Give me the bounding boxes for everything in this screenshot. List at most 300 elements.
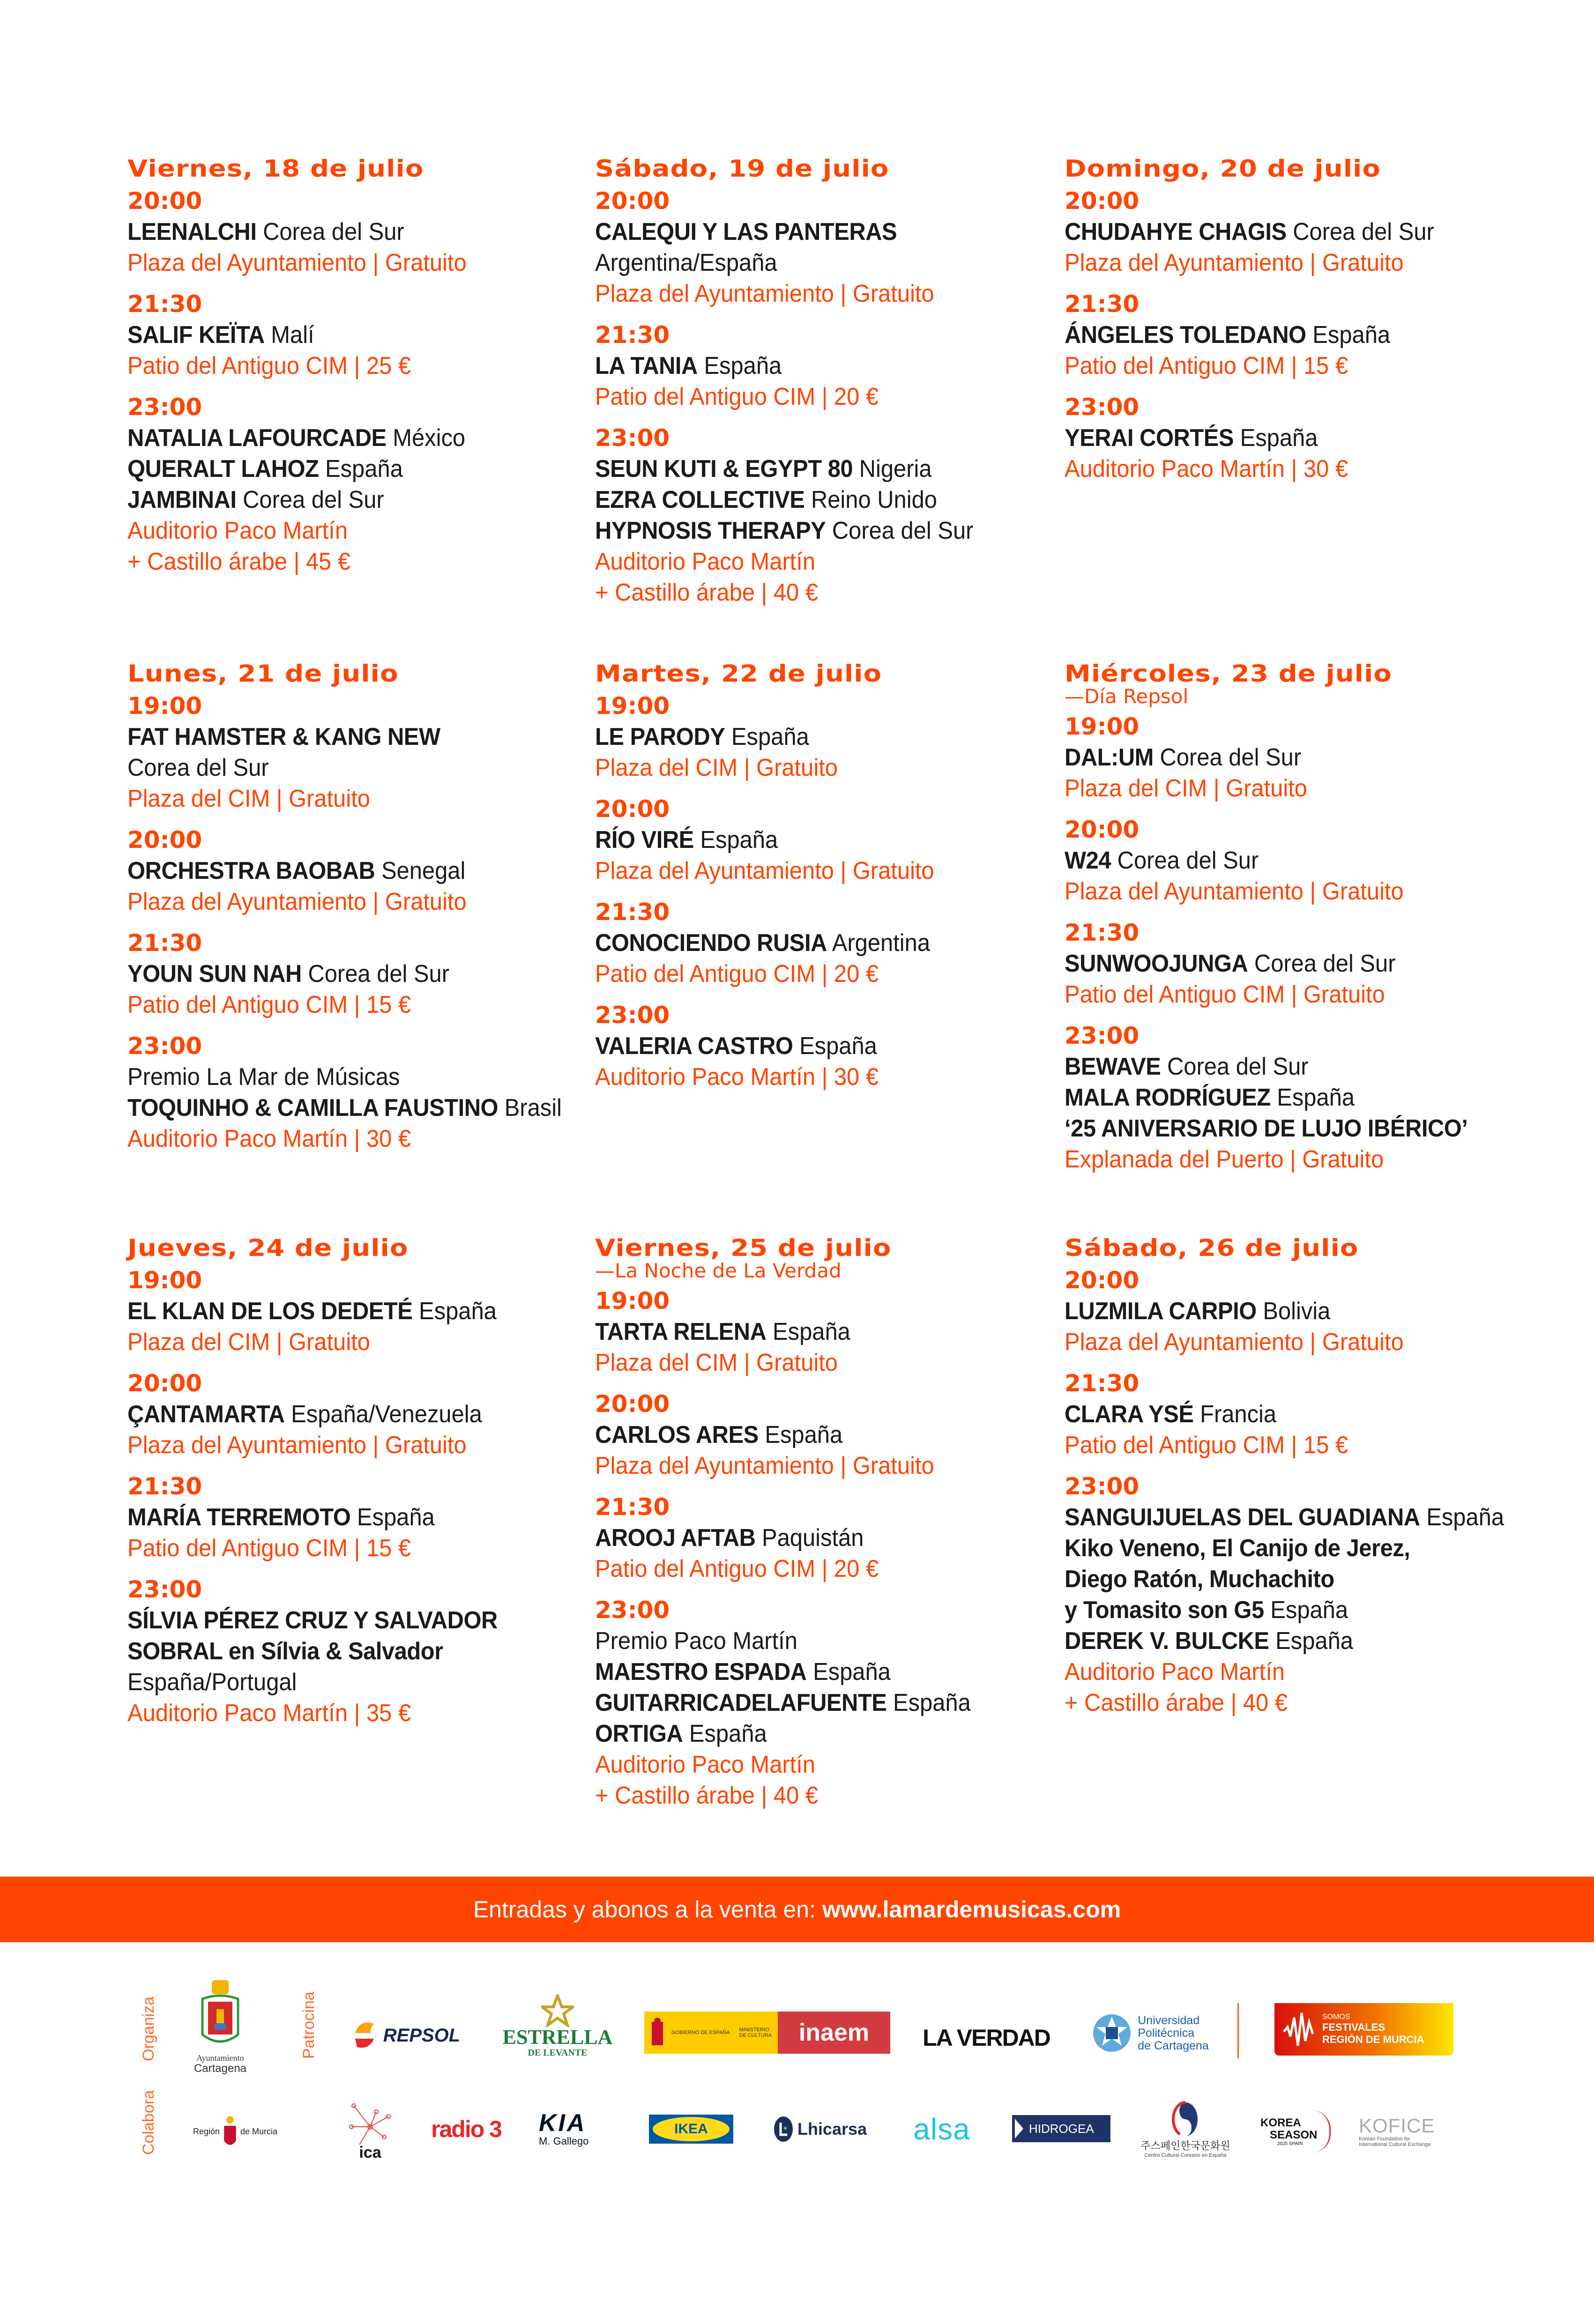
performer-line [127,855,550,886]
artist-country: Corea del Sur [263,218,404,245]
event-list [1065,186,1514,484]
artist-name: RÍO VIRÉ [595,826,694,854]
performer-line [595,928,1018,958]
performer-line [1065,1502,1505,1533]
logo-radio3 [422,2113,511,2146]
performer-line [1065,1296,1487,1327]
event [127,289,577,381]
event-list [595,691,1045,1092]
day-martes-22 [595,660,1045,1103]
day-title: Lunes, 21 de julio [127,660,399,687]
artist-country: Argentina/España [595,249,777,276]
day-miercoles-23 [1065,660,1514,1185]
event [1065,1471,1514,1718]
korea-symbol-icon [1171,2101,1199,2138]
artist-name: ÁNGELES TOLEDANO [1065,321,1306,349]
artist-name: CALEQUI Y LAS PANTERAS [595,218,897,245]
event-time: 20:00 [595,1390,670,1418]
artist-country: España [773,1318,850,1345]
performer-line [595,824,1018,855]
artist-name: QUERALT LAHOZ [127,455,319,483]
artist-name: LA TANIA [595,352,698,379]
artist-name: DAL:UM [1065,744,1154,771]
korean-center-name: 주스페인한국문화원 [1140,2139,1230,2152]
event [595,691,1045,783]
venue-price: Auditorio Paco Martín | 30 € [127,1125,411,1152]
spain-coat-icon [649,2016,666,2049]
performer-line [1065,742,1487,773]
event [127,1031,577,1154]
performer-line [1065,1051,1487,1082]
korea-text: KOREA [1260,2116,1301,2129]
venue-price: Plaza del Ayuntamiento | Gratuito [595,857,934,884]
event-list [127,691,577,1154]
event [595,1000,1045,1092]
event [127,1471,577,1564]
event [127,928,577,1020]
event [127,1265,577,1358]
korean-center-sub: Centro Cultural Coreano en España [1144,2152,1227,2158]
cartagena-name: Cartagena [194,2062,247,2075]
kia-name: KIA [539,2109,587,2137]
performer-line [595,453,1018,484]
venue-price: Auditorio Paco Martín | 30 € [595,1063,879,1091]
artist-country: España [357,1504,435,1531]
estrella-sub: DE LEVANTE [528,2047,588,2058]
event-time: 20:00 [1065,1267,1140,1294]
venue-price: Patio del Antiguo CIM | 15 € [127,1535,411,1562]
gobierno-espana: GOBIERNO DE ESPAÑA [671,2030,730,2035]
performer-line [595,1687,1018,1718]
venue-price: Plaza del CIM | Gratuito [1065,775,1307,802]
event-time: 19:00 [595,692,670,720]
event [127,691,577,814]
artist-name: EZRA COLLECTIVE [595,486,805,513]
performer-line [1065,1113,1487,1144]
event [595,319,1045,412]
website-link[interactable]: www.lamardemusicas.com [822,1896,1121,1923]
logo-ica [337,2096,403,2167]
artist-name: CHUDAHYE CHAGIS [1065,218,1287,245]
logo-festivales-murcia [1274,2003,1453,2056]
repsol-flame-icon [350,2019,379,2052]
performer-line [595,1316,1018,1347]
event-time: 21:30 [127,929,202,957]
mgallego-name: M. Gallego [539,2135,589,2147]
logo-ayuntamiento-cartagena [185,1976,255,2077]
performer-line [595,1656,1018,1687]
event [127,186,577,278]
artist-name: SANGUIJUELAS DEL GUADIANA [1065,1504,1420,1531]
sponsor-divider [1237,2003,1239,2058]
event-list [1065,711,1514,1175]
artist-country: España [704,352,782,379]
venue-price: Patio del Antiguo CIM | 15 € [1065,1432,1348,1459]
artist-country: Francia [1200,1401,1277,1428]
performer-line [127,484,550,515]
event [595,794,1045,886]
day-subtitle: —La Noche de La Verdad [595,1259,842,1282]
artist-name: SALIF KEÏTA [127,321,265,349]
lhicarsa-icon [773,2116,794,2142]
day-title: Viernes, 18 de julio [127,155,424,182]
day-title: Jueves, 24 de julio [127,1234,409,1262]
artist-country: España [1275,1627,1353,1655]
venue-price: Plaza del Ayuntamiento | Gratuito [595,280,934,307]
venue-price: Plaza del CIM | Gratuito [127,785,370,812]
upct-line3: de Cartagena [1138,2039,1209,2052]
day-title: Sábado, 19 de julio [595,155,889,182]
performer-line [127,752,550,783]
event-time: 23:00 [1065,1022,1140,1049]
ayuntamiento-name: Ayuntamiento [196,2053,244,2063]
artist-country: España [1426,1504,1505,1531]
event-time: 23:00 [1065,394,1140,421]
venue-price: Plaza del CIM | Gratuito [127,1329,370,1356]
event-list [595,1285,1045,1811]
event-time: 20:00 [127,826,202,854]
artist-country: España [419,1298,497,1325]
event-list [595,186,1045,608]
performer-line [1065,1533,1487,1564]
artist-country: España [893,1689,971,1716]
event-list [1065,1265,1514,1718]
artist-name: SOBRAL en Sílvia & Salvador [127,1638,443,1665]
day-title: Domingo, 20 de julio [1065,155,1381,182]
event-time: 23:00 [127,394,202,421]
artist-name: LEENALCHI [127,218,257,245]
artist-country: Corea del Sur [1254,950,1396,977]
event [1065,917,1514,1010]
artist-name: DEREK V. BULCKE [1065,1627,1269,1655]
event-time: 21:30 [1065,1370,1140,1397]
performer-line [595,1626,1018,1656]
ikea-name: IKEA [674,2121,708,2137]
event [127,392,577,577]
event-list [127,1265,577,1729]
event-time: 19:00 [127,1267,202,1294]
event [1065,814,1514,907]
venue-price: Plaza del Ayuntamiento | Gratuito [127,888,467,915]
repsol-name: REPSOL [383,2025,461,2046]
artist-name: LUZMILA CARPIO [1065,1298,1257,1325]
performer-line [127,1605,550,1636]
logo-centro-cultural-coreano [1132,2094,1239,2164]
performer-line [127,958,550,989]
star-icon [541,1994,574,2027]
artist-country: Reino Unido [811,486,937,513]
event-time: 19:00 [127,692,202,720]
somos-text: SOMOS [1322,2013,1350,2021]
event [1065,289,1514,381]
event-time: 20:00 [127,1370,202,1397]
event [595,186,1045,309]
artist-name: SÍLVIA PÉREZ CRUZ Y SALVADOR [127,1607,498,1634]
day-title: Viernes, 25 de julio [595,1234,892,1262]
artist-name: YERAI CORTÉS [1065,424,1234,452]
performer-line [127,423,550,453]
season-text: SEASON [1270,2128,1318,2141]
estrella-name: ESTRELLA [502,2025,613,2049]
artist-country: Premio Paco Martín [595,1627,797,1655]
venue-price: + Castillo árabe | 40 € [595,1782,818,1809]
logo-kia-mgallego [539,2106,623,2153]
day-domingo-20 [1065,155,1514,495]
event-time: 23:00 [127,1576,202,1603]
artist-country: España [1240,424,1318,452]
upct-line2: Politécnica [1138,2026,1195,2040]
tickets-banner [0,1877,1594,1942]
artist-country: España [731,723,809,750]
artist-name: CLARA YSÉ [1065,1401,1194,1428]
la-verdad-name: LA VERDAD [923,2025,1050,2051]
event-time: 21:30 [127,290,202,318]
event [595,1492,1045,1584]
day-viernes-18 [127,155,577,587]
event-time: 21:30 [595,1493,670,1521]
event [1065,1368,1514,1461]
event [127,824,577,917]
colabora-label: Colabora [140,2090,157,2155]
venue-price: + Castillo árabe | 40 € [1065,1689,1288,1716]
performer-line [127,1296,550,1327]
event [595,1388,1045,1481]
artist-name: y Tomasito son G5 [1065,1596,1264,1624]
event [1065,186,1514,278]
venue-price: Patio del Antiguo CIM | 20 € [595,1555,879,1582]
day-title: Miércoles, 23 de julio [1065,660,1393,687]
region-text: Región [193,2126,220,2136]
event [127,1368,577,1461]
artist-country: Argentina [832,929,931,957]
artist-country: España [765,1421,843,1448]
performer-line [1065,948,1487,979]
kofice-sub1: Korean Foundation for [1359,2136,1410,2142]
performer-line [595,515,1018,546]
artist-name: LE PARODY [595,723,725,750]
venue-price: Explanada del Puerto | Gratuito [1065,1146,1384,1173]
artist-name: TARTA RELENA [595,1318,767,1345]
artist-country: España [700,826,778,854]
artist-name: SUNWOOJUNGA [1065,950,1248,977]
artist-country: Corea del Sur [127,754,269,781]
event-list [127,186,577,577]
logo-ikea [649,2115,733,2144]
event [595,1595,1045,1811]
venue-price: Plaza del Ayuntamiento | Gratuito [127,1432,467,1459]
artist-country: Corea del Sur [243,486,384,513]
venue-price: + Castillo árabe | 40 € [595,579,818,606]
artist-name: NATALIA LAFOURCADE [127,424,387,452]
artist-country: España [813,1658,891,1685]
performer-line [595,1718,1018,1749]
performer-line [595,1031,1018,1062]
performer-line [1065,1399,1487,1430]
artist-country: Corea del Sur [1160,744,1302,771]
upct-seal-icon [1092,2013,1132,2053]
banner-text: Entradas y abonos a la venta en: [473,1896,816,1923]
performer-line [595,1522,1018,1553]
artist-country: España/Venezuela [291,1401,482,1428]
performer-line [1065,216,1487,247]
artist-name: CARLOS ARES [595,1421,759,1448]
event-time: 19:00 [1065,713,1140,740]
logo-kofice [1359,2110,1452,2153]
event-time: 23:00 [1065,1473,1140,1500]
event-time: 20:00 [1065,816,1140,843]
performer-line [1065,1595,1487,1626]
venue-price: Patio del Antiguo CIM | Gratuito [1065,981,1385,1008]
artist-country: Brasil [504,1094,562,1121]
artist-country: España [1270,1596,1348,1624]
performer-line [1065,1626,1487,1656]
day-lunes-21 [127,660,577,1165]
kofice-sub2: International Cultural Exchange [1359,2142,1431,2147]
event [1065,1265,1514,1358]
event-time: 23:00 [595,424,670,452]
artist-country: Nigeria [859,455,932,483]
artist-country: Paquistán [761,1524,864,1552]
performer-line [1065,1564,1487,1595]
performer-line [127,1502,550,1533]
venue-price: Auditorio Paco Martín [1065,1658,1285,1685]
venue-price: Plaza del CIM | Gratuito [595,754,838,781]
season-year: 2025 SPAIN [1277,2141,1303,2146]
event-time: 20:00 [1065,187,1140,215]
artist-name: VALERIA CASTRO [595,1032,793,1060]
venue-price: Patio del Antiguo CIM | 15 € [1065,352,1348,379]
venue-price: Patio del Antiguo CIM | 15 € [127,991,411,1018]
venue-price: Plaza del Ayuntamiento | Gratuito [1065,249,1404,276]
event [595,1285,1045,1378]
performer-line [127,1092,562,1123]
performer-line [127,1636,550,1667]
event-time: 21:30 [595,898,670,926]
artist-name: AROOJ AFTAB [595,1524,756,1552]
artist-name: ORTIGA [595,1720,683,1747]
artist-country: Corea del Sur [1167,1053,1309,1080]
murcia-shield-icon [223,2110,238,2153]
artist-name: TOQUINHO & CAMILLA FAUSTINO [127,1094,499,1121]
venue-price: + Castillo árabe | 45 € [127,548,350,575]
artist-name: Diego Ratón, Muchachito [1065,1566,1334,1593]
inaem-name: inaem [798,2019,870,2046]
artist-name: JAMBINAI [127,486,237,513]
artist-name: HYPNOSIS THERAPY [595,517,826,544]
hidrogea-name: HIDROGEA [1029,2121,1094,2136]
logo-upct [1080,2010,1221,2057]
logo-estrella-levante [497,1991,618,2061]
venue-price: Patio del Antiguo CIM | 20 € [595,960,879,988]
artist-country: Corea del Sur [1293,218,1434,245]
artist-name: BEWAVE [1065,1053,1161,1080]
event-time: 20:00 [127,187,202,215]
artist-country: Corea del Sur [308,960,450,988]
coat-of-arms-icon [192,1978,248,2053]
venue-price: Auditorio Paco Martín [595,548,816,575]
venue-price: Patio del Antiguo CIM | 20 € [595,383,879,410]
artist-name: MALA RODRÍGUEZ [1065,1084,1271,1111]
event-time: 23:00 [595,1596,670,1624]
artist-country: España [325,455,403,483]
performer-line [595,484,1018,515]
performer-line [127,216,550,247]
logo-repsol [337,2014,473,2057]
artist-name: W24 [1065,847,1111,874]
event [127,1574,577,1729]
artist-country: Senegal [381,857,466,884]
event-time: 21:30 [127,1473,202,1500]
artist-name: MARÍA TERREMOTO [127,1504,351,1531]
artist-country: México [393,424,466,452]
day-sabado-26 [1065,1234,1514,1729]
logo-ministerio-cultura [644,2012,780,2054]
day-jueves-24 [127,1234,577,1739]
event [595,423,1045,608]
performer-line [595,721,1018,752]
venue-price: Auditorio Paco Martín [127,517,348,544]
artist-country: Corea del Sur [832,517,974,544]
hidrogea-icon [1012,2115,1026,2142]
artist-name: FAT HAMSTER & KANG NEW [127,723,440,750]
venue-price: Patio del Antiguo CIM | 25 € [127,352,411,379]
performer-line [127,1062,550,1092]
logo-hidrogea [1012,2115,1110,2142]
performer-line [127,1667,550,1698]
event-time: 19:00 [595,1287,670,1314]
region-murcia-text: REGIÓN DE MURCIA [1322,2034,1424,2045]
logo-lhicarsa [759,2113,881,2146]
artist-name: MAESTRO ESPADA [595,1658,807,1685]
venue-price: Plaza del Ayuntamiento | Gratuito [1065,878,1404,905]
venue-price: Auditorio Paco Martín [595,1751,816,1778]
lhicarsa-name: Lhicarsa [797,2119,867,2138]
event-time: 21:30 [595,321,670,349]
artist-name: EL KLAN DE LOS DEDETÉ [127,1298,413,1325]
day-title: Sábado, 26 de julio [1065,1234,1359,1262]
performer-line [1065,845,1487,876]
ministerio-cultura: MINISTERIO DE CULTURA [739,2027,772,2038]
festivales-text: FESTIVALES [1322,2021,1385,2033]
performer-line [1065,319,1487,350]
day-viernes-25 [595,1234,1045,1821]
artist-name: ÇANTAMARTA [127,1401,285,1428]
artist-country: España [689,1720,767,1747]
day-title: Martes, 22 de julio [595,660,882,687]
event [1065,392,1514,484]
venue-price: Plaza del Ayuntamiento | Gratuito [127,249,467,276]
performer-line [127,1399,550,1430]
radio3-name: radio 3 [431,2116,501,2142]
logo-region-murcia [193,2103,277,2160]
artist-name: SEUN KUTI & EGYPT 80 [595,455,853,483]
artist-name: CONOCIENDO RUSIA [595,929,827,957]
performer-line [595,350,1018,381]
artist-country: España [1277,1084,1355,1111]
performer-line [595,247,1018,278]
venue-price: Auditorio Paco Martín | 35 € [127,1700,411,1727]
event-time: 23:00 [127,1032,202,1060]
de-murcia-text: de Murcia [240,2126,277,2136]
network-icon [349,2103,391,2146]
artist-country: España [799,1032,877,1060]
artist-name: Kiko Veneno, El Canijo de Jerez, [1065,1535,1410,1562]
artist-country: Premio La Mar de Músicas [127,1063,400,1091]
artist-name: ORCHESTRA BAOBAB [127,857,375,884]
venue-price: Auditorio Paco Martín | 30 € [1065,455,1348,483]
event-time: 20:00 [595,795,670,823]
patrocina-label: Patrocina [300,1991,318,2059]
